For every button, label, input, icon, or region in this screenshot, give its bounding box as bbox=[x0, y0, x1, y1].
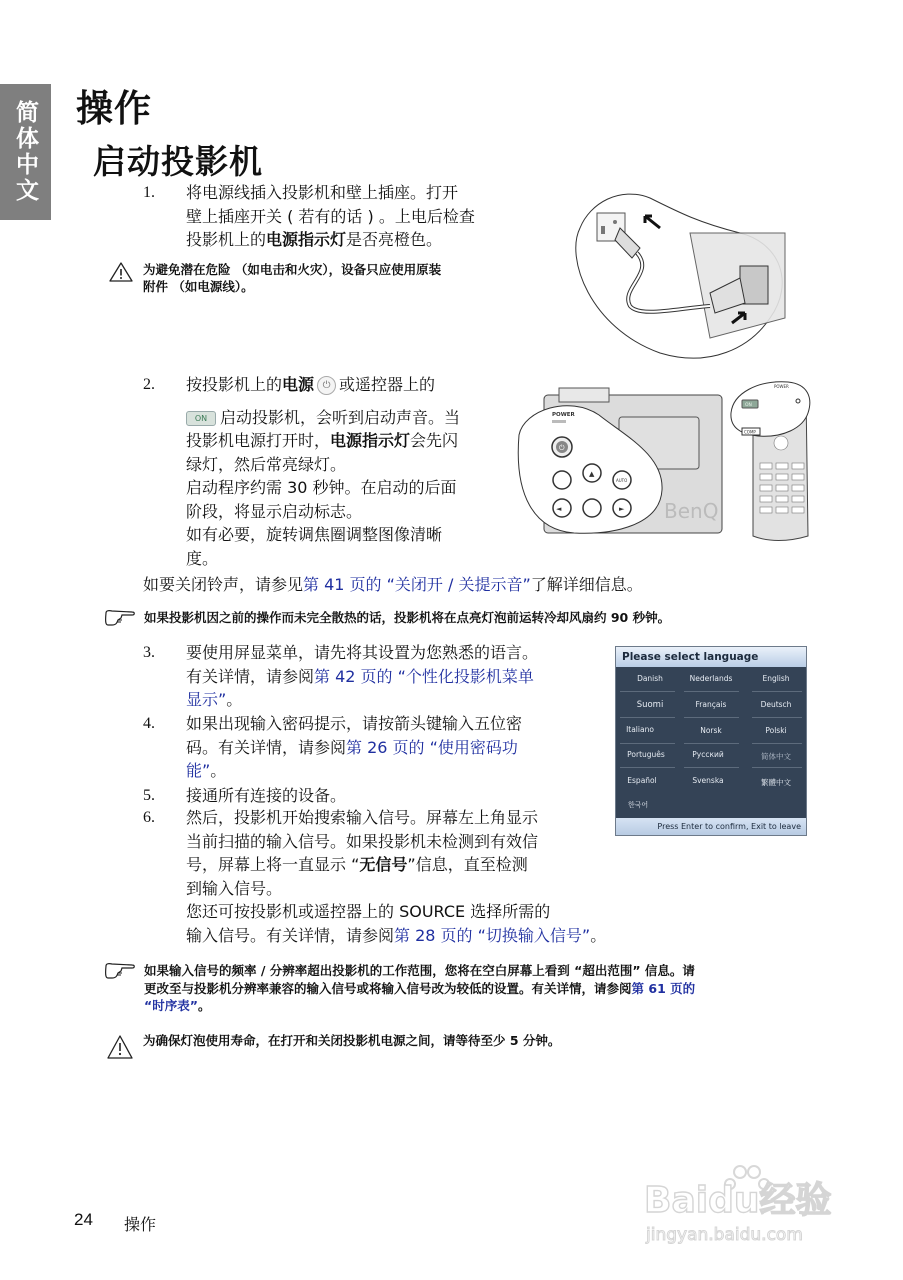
osd-menu-page-link[interactable]: 第 42 页的 “个性化投影机菜单 bbox=[314, 666, 534, 686]
language-option[interactable]: Svenska bbox=[692, 776, 724, 785]
language-option[interactable]: Deutsch bbox=[760, 700, 792, 709]
language-menu-title: Please select language bbox=[616, 647, 806, 667]
chapter-title: 操作 bbox=[76, 87, 152, 130]
svg-text:POWER: POWER bbox=[774, 384, 789, 389]
step-number: 3. bbox=[143, 644, 155, 661]
language-option[interactable]: Suomi bbox=[636, 700, 664, 710]
language-option[interactable]: Português bbox=[627, 750, 665, 759]
language-menu-footer: Press Enter to confirm, Exit to leave bbox=[616, 818, 806, 835]
language-option[interactable]: English bbox=[762, 674, 790, 683]
watermark-url: jingyan.baidu.com bbox=[646, 1225, 803, 1245]
power-cord-illustration bbox=[560, 188, 800, 360]
switch-input-page-link[interactable]: 第 28 页的 “切换输入信号” bbox=[394, 925, 591, 945]
svg-text:◄: ◄ bbox=[556, 505, 562, 513]
step-1-line-1: 将电源线插入投影机和壁上插座。打开 bbox=[186, 183, 459, 202]
remote-on-button-icon: ON bbox=[186, 411, 216, 426]
step-number: 2. bbox=[143, 376, 155, 393]
step-number: 1. bbox=[143, 184, 155, 201]
remote-control-illustration bbox=[728, 378, 818, 543]
step-number: 6. bbox=[143, 809, 155, 826]
warning-triangle-icon bbox=[106, 1034, 134, 1064]
svg-text:⏻: ⏻ bbox=[559, 444, 565, 452]
ringtone-page-link[interactable]: 第 41 页的 “关闭开 / 关提示音” bbox=[303, 575, 531, 594]
language-option[interactable]: Nederlands bbox=[689, 674, 733, 683]
power-indicator-term: 电源指示灯 bbox=[266, 230, 347, 249]
side-tab-label: 简体中文 bbox=[12, 100, 38, 204]
step-1-line-2: 壁上插座开关 ( 若有的话 ) 。上电后检查 bbox=[186, 206, 475, 226]
language-option[interactable]: Norsk bbox=[700, 726, 722, 735]
projector-control-panel-illustration bbox=[514, 385, 724, 535]
language-option[interactable]: 繁體中文 bbox=[761, 778, 791, 787]
language-option[interactable]: Polski bbox=[765, 726, 787, 735]
language-option[interactable]: Русский bbox=[692, 750, 724, 759]
step-number: 5. bbox=[143, 787, 155, 804]
page-number: 24 bbox=[74, 1210, 93, 1229]
password-page-link[interactable]: 第 26 页的 “使用密码功 bbox=[346, 737, 518, 757]
baidu-watermark bbox=[640, 1160, 840, 1250]
svg-text:ON: ON bbox=[745, 403, 752, 408]
svg-text:POWER: POWER bbox=[552, 412, 575, 418]
footer-section-title: 操作 bbox=[124, 1215, 157, 1234]
language-side-tab bbox=[0, 84, 51, 220]
timing-chart-page-link[interactable]: 第 61 页的 bbox=[631, 980, 696, 996]
svg-text:COMP: COMP bbox=[744, 429, 756, 435]
svg-text:BenQ: BenQ bbox=[664, 499, 719, 523]
svg-text:►: ► bbox=[619, 505, 625, 513]
watermark-logo: Baidu经验 bbox=[644, 1180, 832, 1221]
svg-text:▲: ▲ bbox=[589, 470, 595, 478]
pointing-hand-icon bbox=[104, 962, 138, 985]
section-title: 启动投影机 bbox=[93, 142, 263, 181]
language-option[interactable]: Español bbox=[627, 776, 657, 785]
step-1-line-3: 投影机上的电源指示灯是否亮橙色。 bbox=[186, 230, 443, 249]
power-button-icon: ⏻ bbox=[317, 376, 336, 395]
language-option[interactable]: Danish bbox=[637, 674, 663, 683]
language-option[interactable]: 한국어 bbox=[627, 801, 649, 809]
warning-triangle-icon bbox=[108, 261, 134, 287]
language-select-menu bbox=[615, 646, 807, 836]
svg-text:AUTO: AUTO bbox=[616, 478, 628, 483]
language-grid bbox=[616, 667, 806, 817]
language-option[interactable]: Italiano bbox=[626, 725, 654, 734]
pointing-hand-icon bbox=[104, 609, 138, 631]
ringtone-note: 如要关闭铃声，请参见第 41 页的 “关闭开 / 关提示音”了解详细信息。 bbox=[143, 575, 643, 594]
language-option-selected[interactable]: 简体中文 bbox=[761, 752, 791, 761]
step-number: 4. bbox=[143, 715, 155, 732]
language-option[interactable]: Français bbox=[695, 700, 727, 709]
